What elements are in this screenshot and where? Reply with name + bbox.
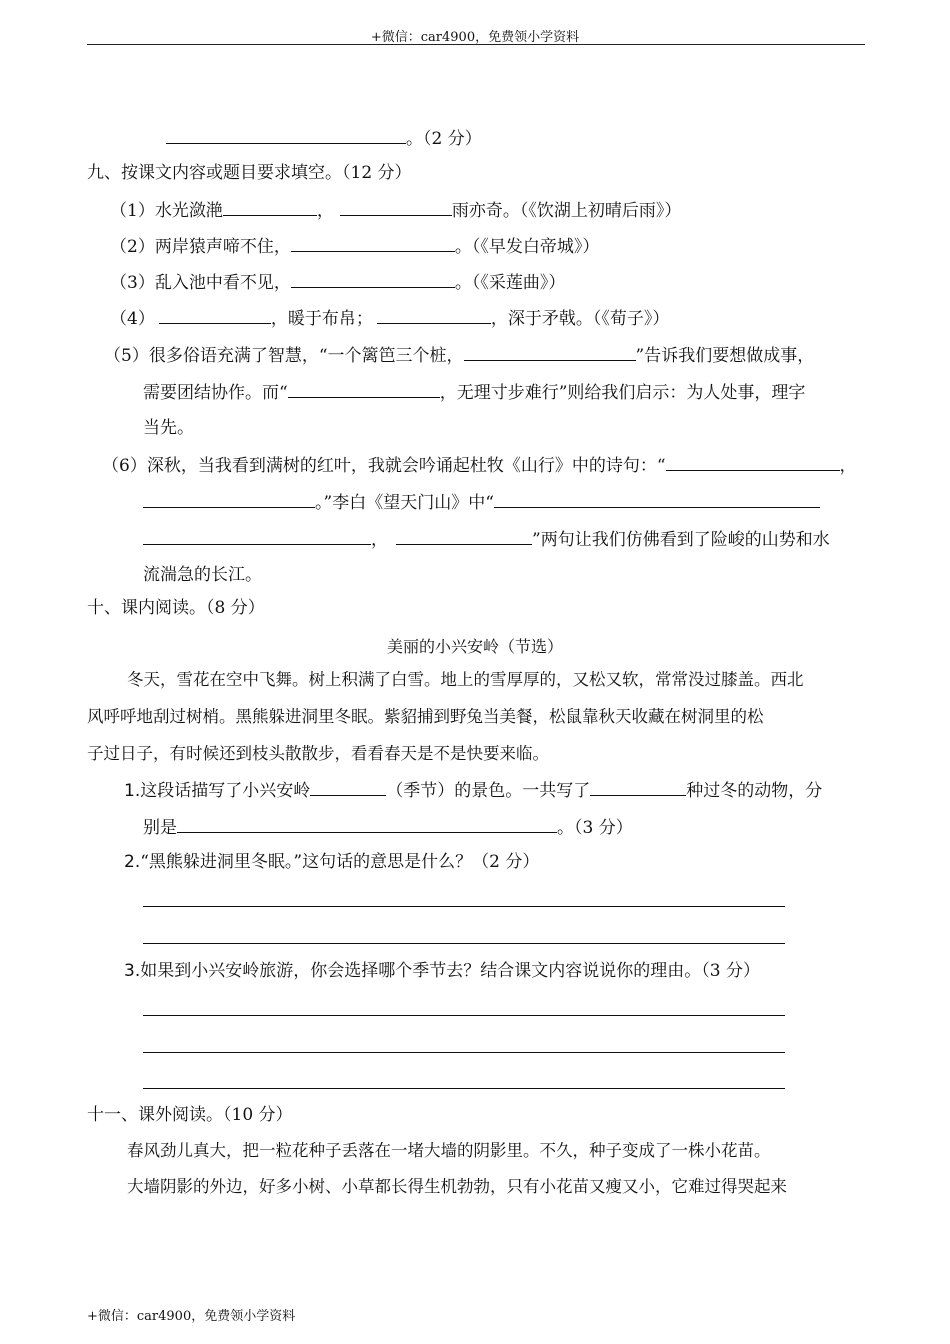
q11-passage-line-2: 大墙阴影的外边，好多小树、小草都长得生机勃勃，只有小花苗又瘦又小，它难过得哭起来 <box>127 1177 787 1196</box>
blank[interactable] <box>396 527 532 545</box>
q9-item-6-line2: 。”李白《望天门山》中“ <box>143 490 820 514</box>
answer-line[interactable] <box>143 1015 785 1016</box>
blank[interactable] <box>159 306 271 324</box>
blank[interactable] <box>143 490 315 508</box>
prev-answer-line: 。（2 分） <box>166 126 482 150</box>
passage-line-1: 冬天，雪花在空中飞舞。树上积满了白雪。地上的雪厚厚的，又松又软，常常没过膝盖。西北 <box>127 670 804 689</box>
q9-item-5-line1: （5）很多俗语充满了智慧，“一个篱笆三个桩， ”告诉我们要想做成事， <box>104 343 814 367</box>
passage-line-2: 风呼呼地刮过树梢。黑熊躲进洞里冬眠。紫貂捕到野兔当美餐，松鼠靠秋天收藏在树洞里的松 <box>87 707 764 726</box>
header-rule <box>87 44 865 45</box>
passage-line-3: 子过日子，有时候还到枝头散散步，看看春天是不是快要来临。 <box>87 744 549 763</box>
q9-item-5-line3: 当先。 <box>143 418 194 438</box>
answer-line[interactable] <box>143 943 785 944</box>
q11-passage-line-1: 春风劲儿真大，把一粒花种子丢落在一堵大墙的阴影里。不久，种子变成了一株小花苗。 <box>127 1141 771 1160</box>
blank[interactable] <box>143 527 371 545</box>
answer-line[interactable] <box>143 1088 785 1089</box>
blank[interactable] <box>310 778 386 796</box>
blank[interactable] <box>666 453 840 471</box>
blank[interactable] <box>177 815 557 833</box>
q10-heading: 十、课内阅读。（8 分） <box>87 598 265 618</box>
q9-item-1: （1）水光潋滟 ， 雨亦奇。（《饮湖上初晴后雨》） <box>110 198 681 222</box>
q10-sub-2: 2.“黑熊躲进洞里冬眠。”这句话的意思是什么？（2 分） <box>124 852 540 872</box>
q9-item-3: （3）乱入池中看不见， 。（《采莲曲》） <box>110 270 565 294</box>
q9-item-6-line4: 流湍急的长江。 <box>143 565 262 585</box>
blank[interactable] <box>340 198 452 216</box>
q9-item-6-line1: （6）深秋，当我看到满树的红叶，我就会吟诵起杜牧《山行》中的诗句：“ ， <box>102 453 857 477</box>
blank[interactable] <box>494 490 820 508</box>
q11-heading: 十一、课外阅读。（10 分） <box>87 1105 293 1125</box>
q10-sub-1-line2: 别是 。（3 分） <box>143 815 633 839</box>
blank[interactable] <box>377 306 491 324</box>
blank[interactable] <box>291 234 455 252</box>
page-footer: +微信：car4900，免费领小学资料 <box>87 1309 296 1324</box>
answer-line[interactable] <box>143 906 785 907</box>
blank[interactable] <box>291 270 455 288</box>
blank[interactable] <box>166 126 406 144</box>
passage-title: 美丽的小兴安岭（节选） <box>386 637 563 656</box>
blank[interactable] <box>223 198 317 216</box>
blank[interactable] <box>288 380 440 398</box>
q10-sub-3: 3.如果到小兴安岭旅游，你会选择哪个季节去？结合课文内容说说你的理由。（3 分） <box>124 961 760 981</box>
q9-heading: 九、按课文内容或题目要求填空。（12 分） <box>87 163 412 183</box>
q10-sub-1-line1: 1.这段话描写了小兴安岭 （季节）的景色。一共写了 种过冬的动物，分 <box>124 778 822 802</box>
q9-item-2: （2）两岸猿声啼不住， 。（《早发白帝城》） <box>110 234 599 258</box>
q9-item-6-line3: ， ”两句让我们仿佛看到了险峻的山势和水 <box>143 527 830 551</box>
q9-item-5-line2: 需要团结协作。而“ ，无理寸步难行”则给我们启示：为人处事，理字 <box>143 380 805 404</box>
q9-item-4: （4） ，暖于布帛； ，深于矛戟。（《荀子》） <box>110 306 669 330</box>
page-header: +微信：car4900，免费领小学资料 <box>370 30 580 45</box>
blank[interactable] <box>590 778 686 796</box>
answer-line[interactable] <box>143 1052 785 1053</box>
blank[interactable] <box>464 343 636 361</box>
